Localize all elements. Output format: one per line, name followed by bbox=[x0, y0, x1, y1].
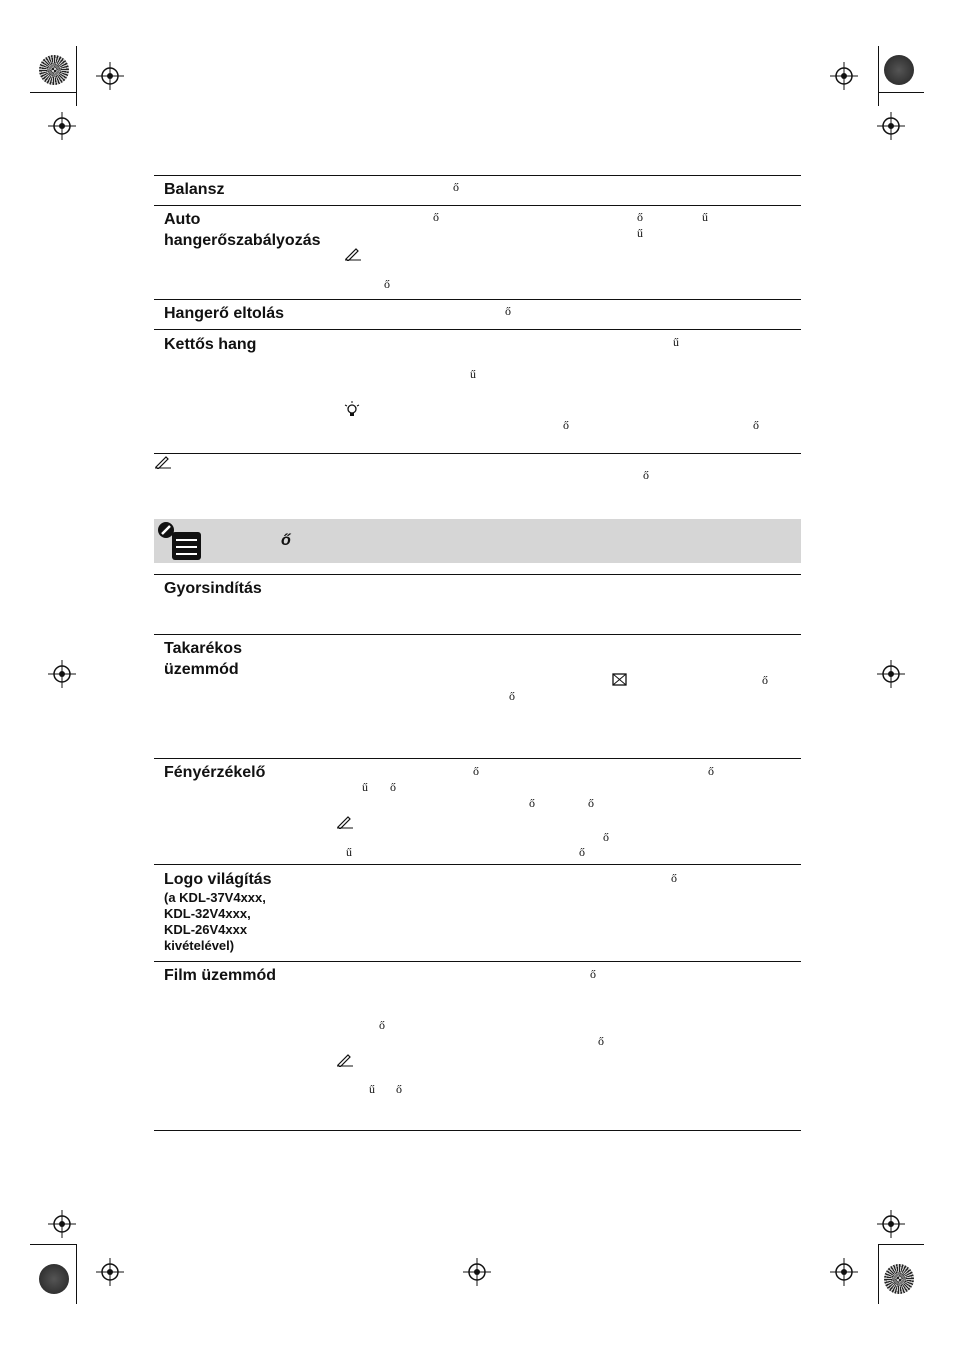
registration-mark-icon bbox=[96, 1258, 124, 1286]
color-target-icon bbox=[884, 1264, 914, 1294]
lightbulb-tip-icon bbox=[344, 401, 360, 417]
text-fragment: ő bbox=[473, 764, 479, 778]
crop-line bbox=[878, 1244, 879, 1304]
text-fragment: ő bbox=[390, 780, 396, 794]
text-fragment: ű bbox=[362, 780, 368, 794]
text-fragment: ő bbox=[396, 1082, 402, 1096]
text-fragment: ő bbox=[598, 1034, 604, 1048]
row-label-logo-light: Logo világítás (a KDL-37V4xxx, KDL-32V4xxx, KDL-26V4xxx kivételével) bbox=[164, 871, 272, 953]
text-fragment: ő bbox=[671, 871, 677, 885]
section-header-settings bbox=[154, 519, 801, 563]
table-rule bbox=[154, 634, 801, 635]
row-label-volume-offset: Hangerő eltolás bbox=[164, 305, 285, 322]
crop-line bbox=[878, 1244, 924, 1245]
text-fragment: ű bbox=[346, 845, 352, 859]
text-fragment: ő bbox=[453, 180, 459, 194]
row-label-auto-volume: Auto hangerőszabályozás bbox=[164, 211, 321, 249]
color-target-icon bbox=[884, 55, 914, 85]
section-title: ő bbox=[281, 532, 291, 549]
crossed-box-icon bbox=[612, 673, 627, 686]
row-label-film-mode: Film üzemmód bbox=[164, 967, 277, 984]
text-fragment: ő bbox=[603, 830, 609, 844]
settings-wrench-icon bbox=[156, 520, 204, 562]
text-fragment: ő bbox=[379, 1018, 385, 1032]
crop-line bbox=[878, 46, 879, 106]
text-fragment: ő bbox=[753, 418, 759, 432]
registration-mark-icon bbox=[877, 660, 905, 688]
text-fragment: ő bbox=[563, 418, 569, 432]
crop-line bbox=[30, 1244, 76, 1245]
color-target-icon bbox=[39, 55, 69, 85]
text-fragment: ű bbox=[637, 226, 643, 240]
table-rule bbox=[154, 864, 801, 865]
color-target-icon bbox=[39, 1264, 69, 1294]
registration-mark-icon bbox=[48, 660, 76, 688]
table-rule bbox=[154, 574, 801, 575]
text-fragment: ű bbox=[702, 210, 708, 224]
pencil-note-icon bbox=[336, 1053, 354, 1067]
crop-line bbox=[878, 92, 924, 93]
table-rule bbox=[154, 961, 801, 962]
registration-mark-icon bbox=[48, 112, 76, 140]
table-rule bbox=[154, 329, 801, 330]
text-fragment: ő bbox=[708, 764, 714, 778]
crop-line bbox=[76, 1244, 77, 1304]
registration-mark-icon bbox=[830, 1258, 858, 1286]
text-fragment: ő bbox=[643, 468, 649, 482]
text-fragment: ő bbox=[505, 304, 511, 318]
text-fragment: ő bbox=[579, 845, 585, 859]
text-fragment: ő bbox=[762, 673, 768, 687]
row-label-power-saving: Takarékos üzemmód bbox=[164, 640, 242, 678]
text-fragment: ő bbox=[590, 967, 596, 981]
registration-mark-icon bbox=[830, 62, 858, 90]
text-fragment: ő bbox=[509, 689, 515, 703]
table-rule bbox=[154, 175, 801, 176]
text-fragment: ő bbox=[433, 210, 439, 224]
text-fragment: ű bbox=[369, 1082, 375, 1096]
row-label-dual-sound: Kettős hang bbox=[164, 336, 257, 353]
registration-mark-icon bbox=[96, 62, 124, 90]
text-fragment: ű bbox=[470, 367, 476, 381]
registration-mark-icon bbox=[48, 1210, 76, 1238]
pencil-note-icon bbox=[336, 815, 354, 829]
crop-line bbox=[30, 92, 76, 93]
table-rule bbox=[154, 299, 801, 300]
table-rule bbox=[154, 205, 801, 206]
pencil-note-icon bbox=[344, 247, 362, 261]
registration-mark-icon bbox=[877, 1210, 905, 1238]
text-fragment: ő bbox=[588, 796, 594, 810]
pencil-note-icon bbox=[154, 455, 172, 469]
text-fragment: ű bbox=[673, 335, 679, 349]
row-label-balansz: Balansz bbox=[164, 181, 225, 198]
row-label-light-sensor: Fényérzékelő bbox=[164, 764, 266, 781]
row-label-quick-start: Gyorsindítás bbox=[164, 580, 262, 597]
text-fragment: ő bbox=[384, 277, 390, 291]
table-rule bbox=[154, 453, 801, 454]
table-rule bbox=[154, 1130, 801, 1131]
crop-line bbox=[76, 46, 77, 106]
text-fragment: ő bbox=[637, 210, 643, 224]
registration-mark-icon bbox=[463, 1258, 491, 1286]
table-rule bbox=[154, 758, 801, 759]
registration-mark-icon bbox=[877, 112, 905, 140]
text-fragment: ő bbox=[529, 796, 535, 810]
